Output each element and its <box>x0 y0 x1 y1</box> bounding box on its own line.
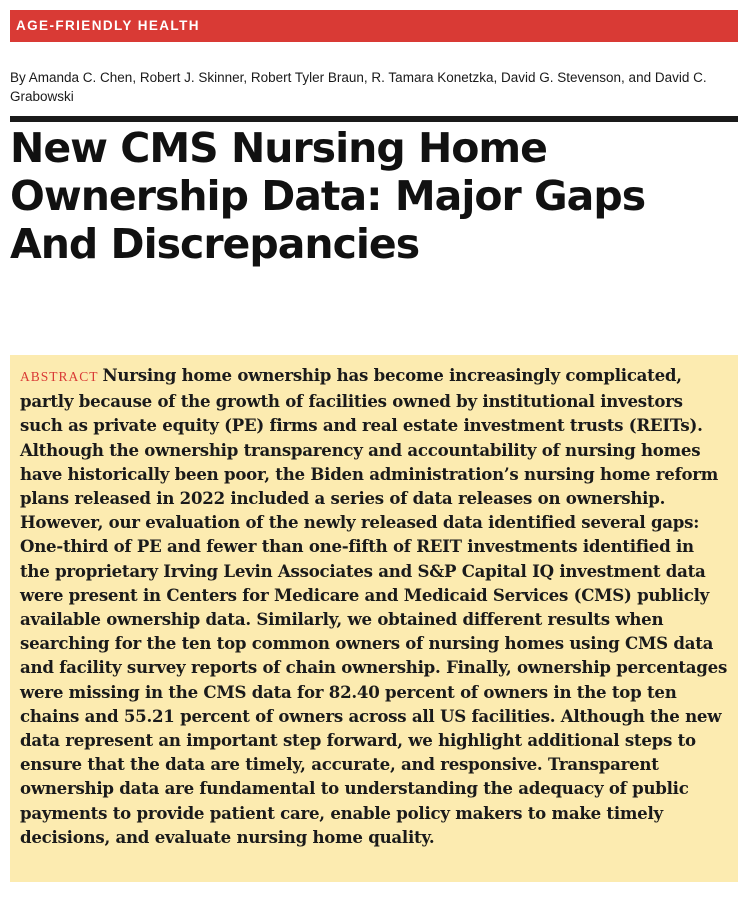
author-byline: By Amanda C. Chen, Robert J. Skinner, Robert Tyler Braun, R. Tamara Konetzka, David G. Stevenson, and David C. Grabowski <box>10 70 707 104</box>
abstract-label: ABSTRACT <box>20 369 99 384</box>
section-label: AGE-FRIENDLY HEALTH <box>10 10 738 42</box>
title-divider <box>10 116 738 122</box>
abstract-paragraph <box>20 363 728 849</box>
article-title: New CMS Nursing Home Ownership Data: Major Gaps And Discrepancies <box>10 124 646 268</box>
abstract-text: Nursing home ownership has become increasingly complicated, partly because of the growth of facilities owned by institutional investors such as private equity (PE) firms and real estate investment trusts (REITs). Although the ownership transparency and accountability of nursing homes have historically been poor, the Biden administration’s nursing home reform plans released in 2022 included a series of data releases on ownership. However, our evaluation of the newly released data identified several gaps: One-third of PE and fewer than one-fifth of REIT investments identified in the proprietary Irving Levin Associates and S&P Capital IQ investment data were present in Centers for Medicare and Medicaid Services (CMS) publicly available ownership data. Similarly, we obtained different results when searching for the ten top common owners of nursing homes using CMS data and facility survey reports of chain ownership. Finally, ownership percentages were missing in the CMS data for 82.40 percent of owners in the top ten chains and 55.21 percent of owners across all US facilities. Although the new data represent an important step forward, we highlight additional steps to ensure that the data are timely, accurate, and responsive. Transparent ownership data are fundamental to understanding the adequacy of public payments to provide patient care, enable policy makers to make timely decisions, and evaluate nursing home quality. <box>20 365 728 847</box>
abstract-box <box>10 355 738 882</box>
